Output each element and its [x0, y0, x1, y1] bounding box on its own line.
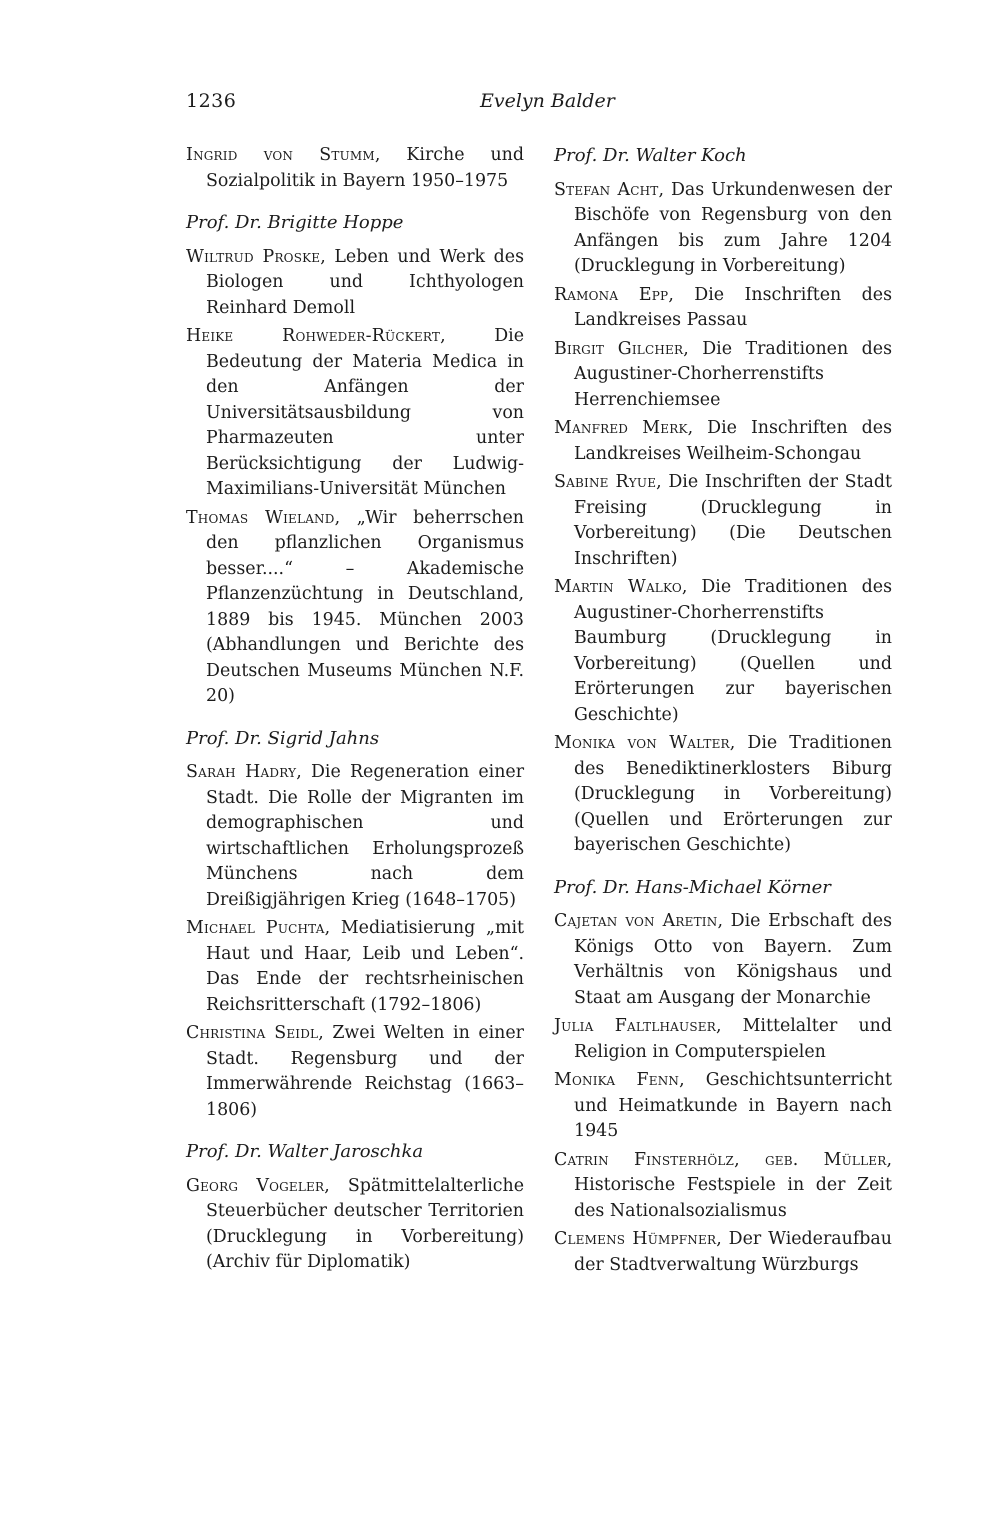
bibliography-entry: Wiltrud Proske, Leben und Werk des Biologen und Ichthyologen Reinhard Demoll: [186, 246, 524, 318]
bibliography-entry: Julia Faltlhauser, Mittelalter und Religion in Computerspielen: [554, 1016, 892, 1062]
entry-title: Die Inschriften der Stadt Freising (Drucklegung in Vorbereitung) (Die Deutschen Inschriften): [574, 472, 892, 569]
supervisor-heading: Prof. Dr. Brigitte Hoppe: [186, 212, 404, 233]
supervisor-heading: Prof. Dr. Sigrid Jahns: [186, 727, 380, 749]
entry-title: Die Regeneration einer Stadt. Die Rolle der Migranten im demographischen und wirtschaftlichen Erholungsprozeß Münchens nach dem Dreißigjährigen Krieg (1648–1705): [206, 762, 525, 910]
entry-author: Ingrid von Stumm: [186, 145, 375, 165]
bibliography-entry: Monika von Walter, Die Traditionen des Benediktinerklosters Biburg (Drucklegung in Vorbereitung) (Quellen und Erörterungen zur bayerischen Geschichte): [554, 733, 892, 855]
entry-author: Sabine Ryue: [554, 472, 657, 492]
entry-title: Mittelalter und Religion in Computerspielen: [574, 1016, 892, 1062]
entry-author: Georg Vogeler: [186, 1175, 325, 1196]
entry-title: Zwei Welten in einer Stadt. Regensburg und der Immerwährende Reichstag (1663–1806): [206, 1023, 524, 1120]
entry-title: Das Urkundenwesen der Bischöfe von Regensburg von den Anfängen bis zum Jahre 1204 (Drucklegung in Vorbereitung): [574, 179, 892, 276]
entry-author: Martin Walko: [554, 577, 682, 597]
running-head: Evelyn Balder: [480, 90, 615, 112]
entry-title: Historische Festspiele in der Zeit des Nationalsozialismus: [574, 1175, 892, 1221]
section-jaroschka: [186, 1139, 524, 1276]
entry-author: Michael Puchta: [186, 918, 325, 938]
bibliography-entry: Heike Rohweder-Rückert, Die Bedeutung der Materia Medica in den Anfängen der Universitätsausbildung von Pharmazeuten unter Berücksichtigung der Ludwig-Maximilians-Universität München: [186, 326, 524, 499]
entry-title: Der Wiederaufbau der Stadtverwaltung Würzburgs: [574, 1229, 892, 1275]
section-koch: [554, 143, 892, 859]
entry-author: Christina Seidl: [186, 1023, 319, 1043]
entry-title: „Wir beherrschen den pflanzlichen Organismus besser....“ – Akademische Pflanzenzüchtung in Deutschland, 1889 bis 1945. München 2003 (Abhandlungen und Berichte des Deutschen Museums München N.F. 20): [206, 507, 524, 706]
entry-title: Die Erbschaft des Königs Otto von Bayern. Zum Verhältnis von Königshaus und Staat am Ausgang der Monarchie: [574, 911, 893, 1008]
entry-author: Heike Rohweder-Rückert: [186, 326, 441, 346]
entry-title: Kirche und Sozialpolitik in Bayern 1950–1975: [206, 145, 524, 191]
entry-author: Birgit Gilcher: [554, 338, 684, 359]
bibliography-entry: Christina Seidl, Zwei Welten in einer Stadt. Regensburg und der Immerwährende Reichstag (1663–1806): [186, 1023, 524, 1120]
entry-title: Leben und Werk des Biologen und Ichthyologen Reinhard Demoll: [206, 246, 524, 318]
bibliography-entry: Manfred Merk, Die Inschriften des Landkreises Weilheim-Schongau: [554, 418, 892, 464]
entry-title: Spätmittelalterliche Steuerbücher deutscher Territorien (Drucklegung in Vorbereitung) (Archiv für Diplomatik): [206, 1175, 525, 1272]
bibliography-entry: Georg Vogeler, Spätmittelalterliche Steuerbücher deutscher Territorien (Drucklegung in Vorbereitung) (Archiv für Diplomatik): [186, 1175, 525, 1272]
entry-title: Die Traditionen des Benediktinerklosters Biburg (Drucklegung in Vorbereitung) (Quellen und Erörterungen zur bayerischen Geschichte): [574, 733, 892, 855]
bibliography-entry: Ramona Epp, Die Inschriften des Landkreises Passau: [554, 284, 892, 330]
entry-author: Julia Faltlhauser: [554, 1016, 716, 1036]
entry-title: Die Traditionen des Augustiner-Chorherrenstifts Baumburg (Drucklegung in Vorbereitung) (Quellen und Erörterungen zur bayerischen Geschichte): [574, 577, 892, 725]
bibliography-entry: Sabine Ryue, Die Inschriften der Stadt Freising (Drucklegung in Vorbereitung) (Die Deutschen Inschriften): [554, 472, 892, 569]
bibliography-entry: Catrin Finsterhölz, geb. Müller, Historische Festspiele in der Zeit des Nationalsozialismus: [554, 1149, 892, 1221]
entry-title: Die Bedeutung der Materia Medica in den Anfängen der Universitätsausbildung von Pharmazeuten unter Berücksichtigung der Ludwig-Maximilians-Universität München: [206, 326, 524, 499]
entry-author: Catrin Finsterhölz, geb. Müller: [554, 1149, 887, 1170]
supervisor-heading: Prof. Dr. Walter Jaroschka: [186, 1141, 424, 1162]
bibliography-entry: Monika Fenn, Geschichtsunterricht und Heimatkunde in Bayern nach 1945: [554, 1070, 892, 1141]
entry-author: Ramona Epp: [554, 284, 669, 305]
entry-title: Die Inschriften des Landkreises Weilheim-Schongau: [574, 418, 892, 464]
page-number: 1236: [186, 90, 237, 112]
entry-author: Thomas Wieland: [186, 507, 335, 528]
entry-author: Cajetan von Aretin: [554, 911, 718, 931]
bibliography-entry: Ingrid von Stumm, Kirche und Sozialpolitik in Bayern 1950–1975: [186, 145, 524, 191]
entry-author: Manfred Merk: [554, 418, 688, 438]
right-column: [554, 143, 892, 1281]
section-untitled: [186, 143, 524, 194]
entry-title: Die Inschriften des Landkreises Passau: [574, 284, 892, 330]
supervisor-heading: Prof. Dr. Walter Koch: [554, 145, 747, 166]
entry-author: Stefan Acht: [554, 179, 659, 200]
section-jahns: [186, 726, 524, 1124]
entry-author: Clemens Hümpfner: [554, 1229, 717, 1249]
bibliography-entry: Cajetan von Aretin, Die Erbschaft des Königs Otto von Bayern. Zum Verhältnis von Königshaus und Staat am Ausgang der Monarchie: [554, 911, 893, 1008]
bibliography-entry: Sarah Hadry, Die Regeneration einer Stadt. Die Rolle der Migranten im demographischen und wirtschaftlichen Erholungsprozeß Münchens nach dem Dreißigjährigen Krieg (1648–1705): [186, 762, 525, 910]
bibliography-entry: Stefan Acht, Das Urkundenwesen der Bischöfe von Regensburg von den Anfängen bis zum Jahre 1204 (Drucklegung in Vorbereitung): [554, 179, 892, 276]
bibliography-entry: Thomas Wieland, „Wir beherrschen den pflanzlichen Organismus besser....“ – Akademische Pflanzenzüchtung in Deutschland, 1889 bis 1945. München 2003 (Abhandlungen und Berichte des Deutschen Museums München N.F. 20): [186, 507, 524, 706]
bibliography-entry: Michael Puchta, Mediatisierung „mit Haut und Haar, Leib und Leben“. Das Ende der rechtsrheinischen Reichsritterschaft (1792–1806): [186, 918, 524, 1015]
section-koerner: [554, 875, 892, 1279]
entry-author: Sarah Hadry: [186, 762, 297, 782]
section-hoppe: [186, 210, 524, 710]
entry-title: Geschichtsunterricht und Heimatkunde in Bayern nach 1945: [574, 1070, 892, 1141]
entry-author: Monika von Walter: [554, 733, 730, 753]
bibliography-entry: Birgit Gilcher, Die Traditionen des Augustiner-Chorherrenstifts Herrenchiemsee: [554, 338, 892, 410]
bibliography-entry: Clemens Hümpfner, Der Wiederaufbau der Stadtverwaltung Würzburgs: [554, 1229, 892, 1275]
left-column: [186, 143, 524, 1279]
entry-title: Mediatisierung „mit Haut und Haar, Leib und Leben“. Das Ende der rechtsrheinischen Reichsritterschaft (1792–1806): [206, 918, 524, 1015]
entry-author: Wiltrud Proske: [186, 246, 321, 267]
bibliography-entry: Martin Walko, Die Traditionen des Augustiner-Chorherrenstifts Baumburg (Drucklegung in Vorbereitung) (Quellen und Erörterungen zur bayerischen Geschichte): [554, 577, 892, 725]
supervisor-heading: Prof. Dr. Hans-Michael Körner: [554, 876, 831, 898]
entry-author: Monika Fenn: [554, 1070, 680, 1090]
entry-title: Die Traditionen des Augustiner-Chorherrenstifts Herrenchiemsee: [574, 338, 892, 410]
